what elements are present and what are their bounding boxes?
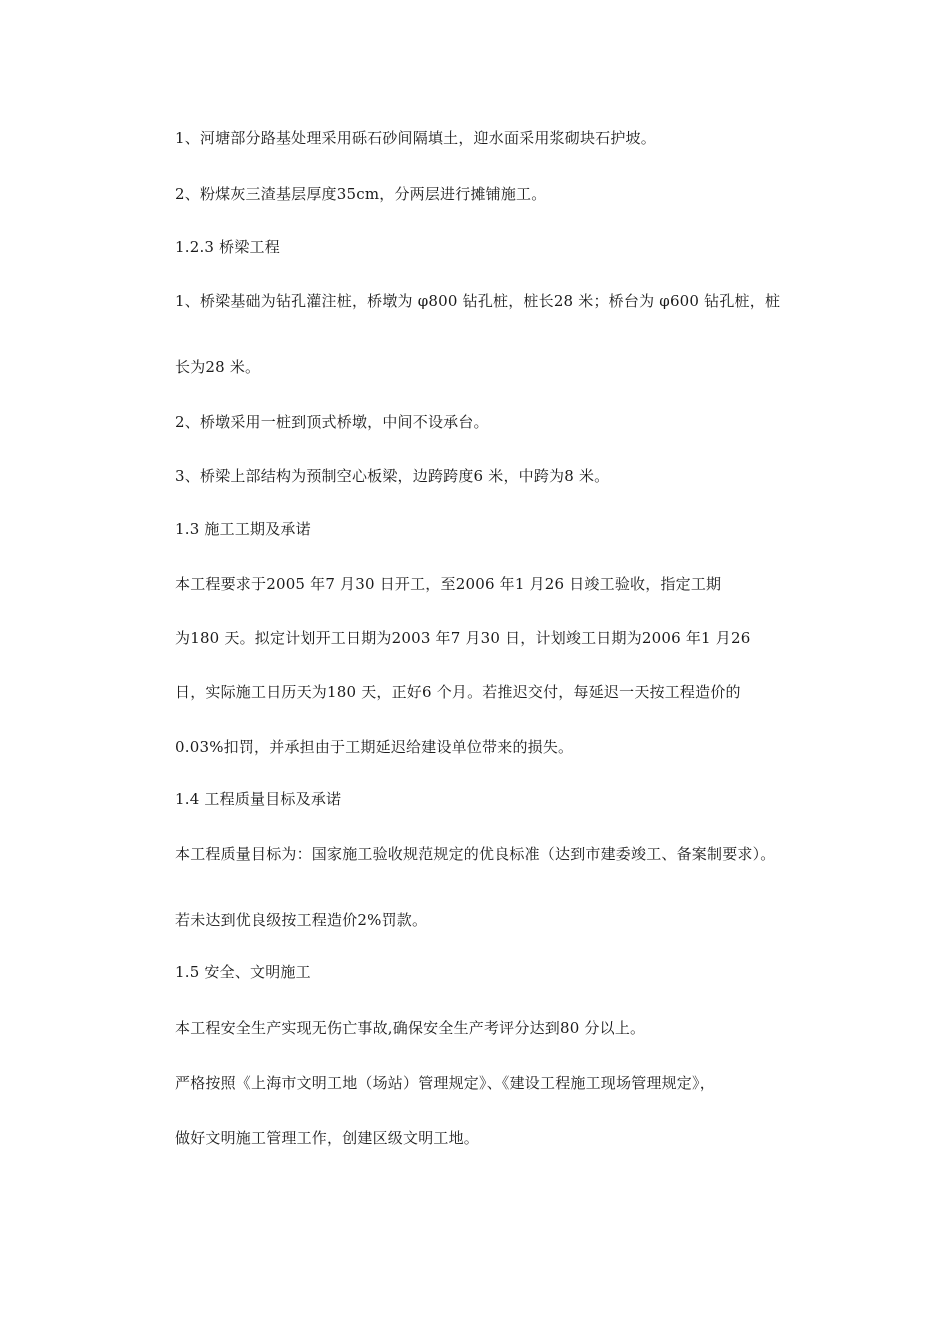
paragraph-line: 1、河塘部分路基处理采用砾石砂间隔填土，迎水面采用浆砌块石护坡。: [175, 129, 656, 147]
paragraph-line: 本工程安全生产实现无伤亡事故,确保安全生产考评分达到80 分以上。: [175, 1019, 646, 1037]
paragraph-line: 2、桥墩采用一桩到顶式桥墩，中间不设承台。: [175, 413, 489, 431]
paragraph-line: 严格按照《上海市文明工地（场站）管理规定》、《建设工程施工现场管理规定》，: [175, 1074, 715, 1092]
paragraph-line: 1、桥梁基础为钻孔灌注桩，桥墩为 φ800 钻孔桩，桩长28 米；桥台为 φ600 钻孔桩，桩: [175, 292, 781, 310]
paragraph-line: 为180 天。拟定计划开工日期为2003 年7 月30 日，计划竣工日期为2006 年1 月26: [175, 629, 751, 647]
paragraph-line: 2、粉煤灰三渣基层厚度35cm，分两层进行摊铺施工。: [175, 185, 547, 203]
paragraph-line: 长为28 米。: [175, 358, 261, 376]
paragraph-line: 做好文明施工管理工作，创建区级文明工地。: [175, 1129, 480, 1147]
section-heading: 1.4 工程质量目标及承诺: [175, 790, 342, 808]
section-heading: 1.5 安全、文明施工: [175, 963, 311, 981]
section-heading: 1.3 施工工期及承诺: [175, 520, 311, 538]
paragraph-line: 若未达到优良级按工程造价2%罚款。: [175, 911, 428, 929]
paragraph-line: 3、桥梁上部结构为预制空心板梁，边跨跨度6 米，中跨为8 米。: [175, 467, 610, 485]
paragraph-line: 日，实际施工日历天为180 天，正好6 个月。若推迟交付，每延迟一天按工程造价的: [175, 683, 741, 701]
section-heading: 1.2.3 桥梁工程: [175, 238, 280, 256]
paragraph-line: 0.03%扣罚，并承担由于工期延迟给建设单位带来的损失。: [175, 738, 574, 756]
paragraph-line: 本工程要求于2005 年7 月30 日开工，至2006 年1 月26 日竣工验收，指定工期: [175, 575, 722, 593]
paragraph-line: 本工程质量目标为：国家施工验收规范规定的优良标准（达到市建委竣工、备案制要求）。: [175, 845, 776, 863]
